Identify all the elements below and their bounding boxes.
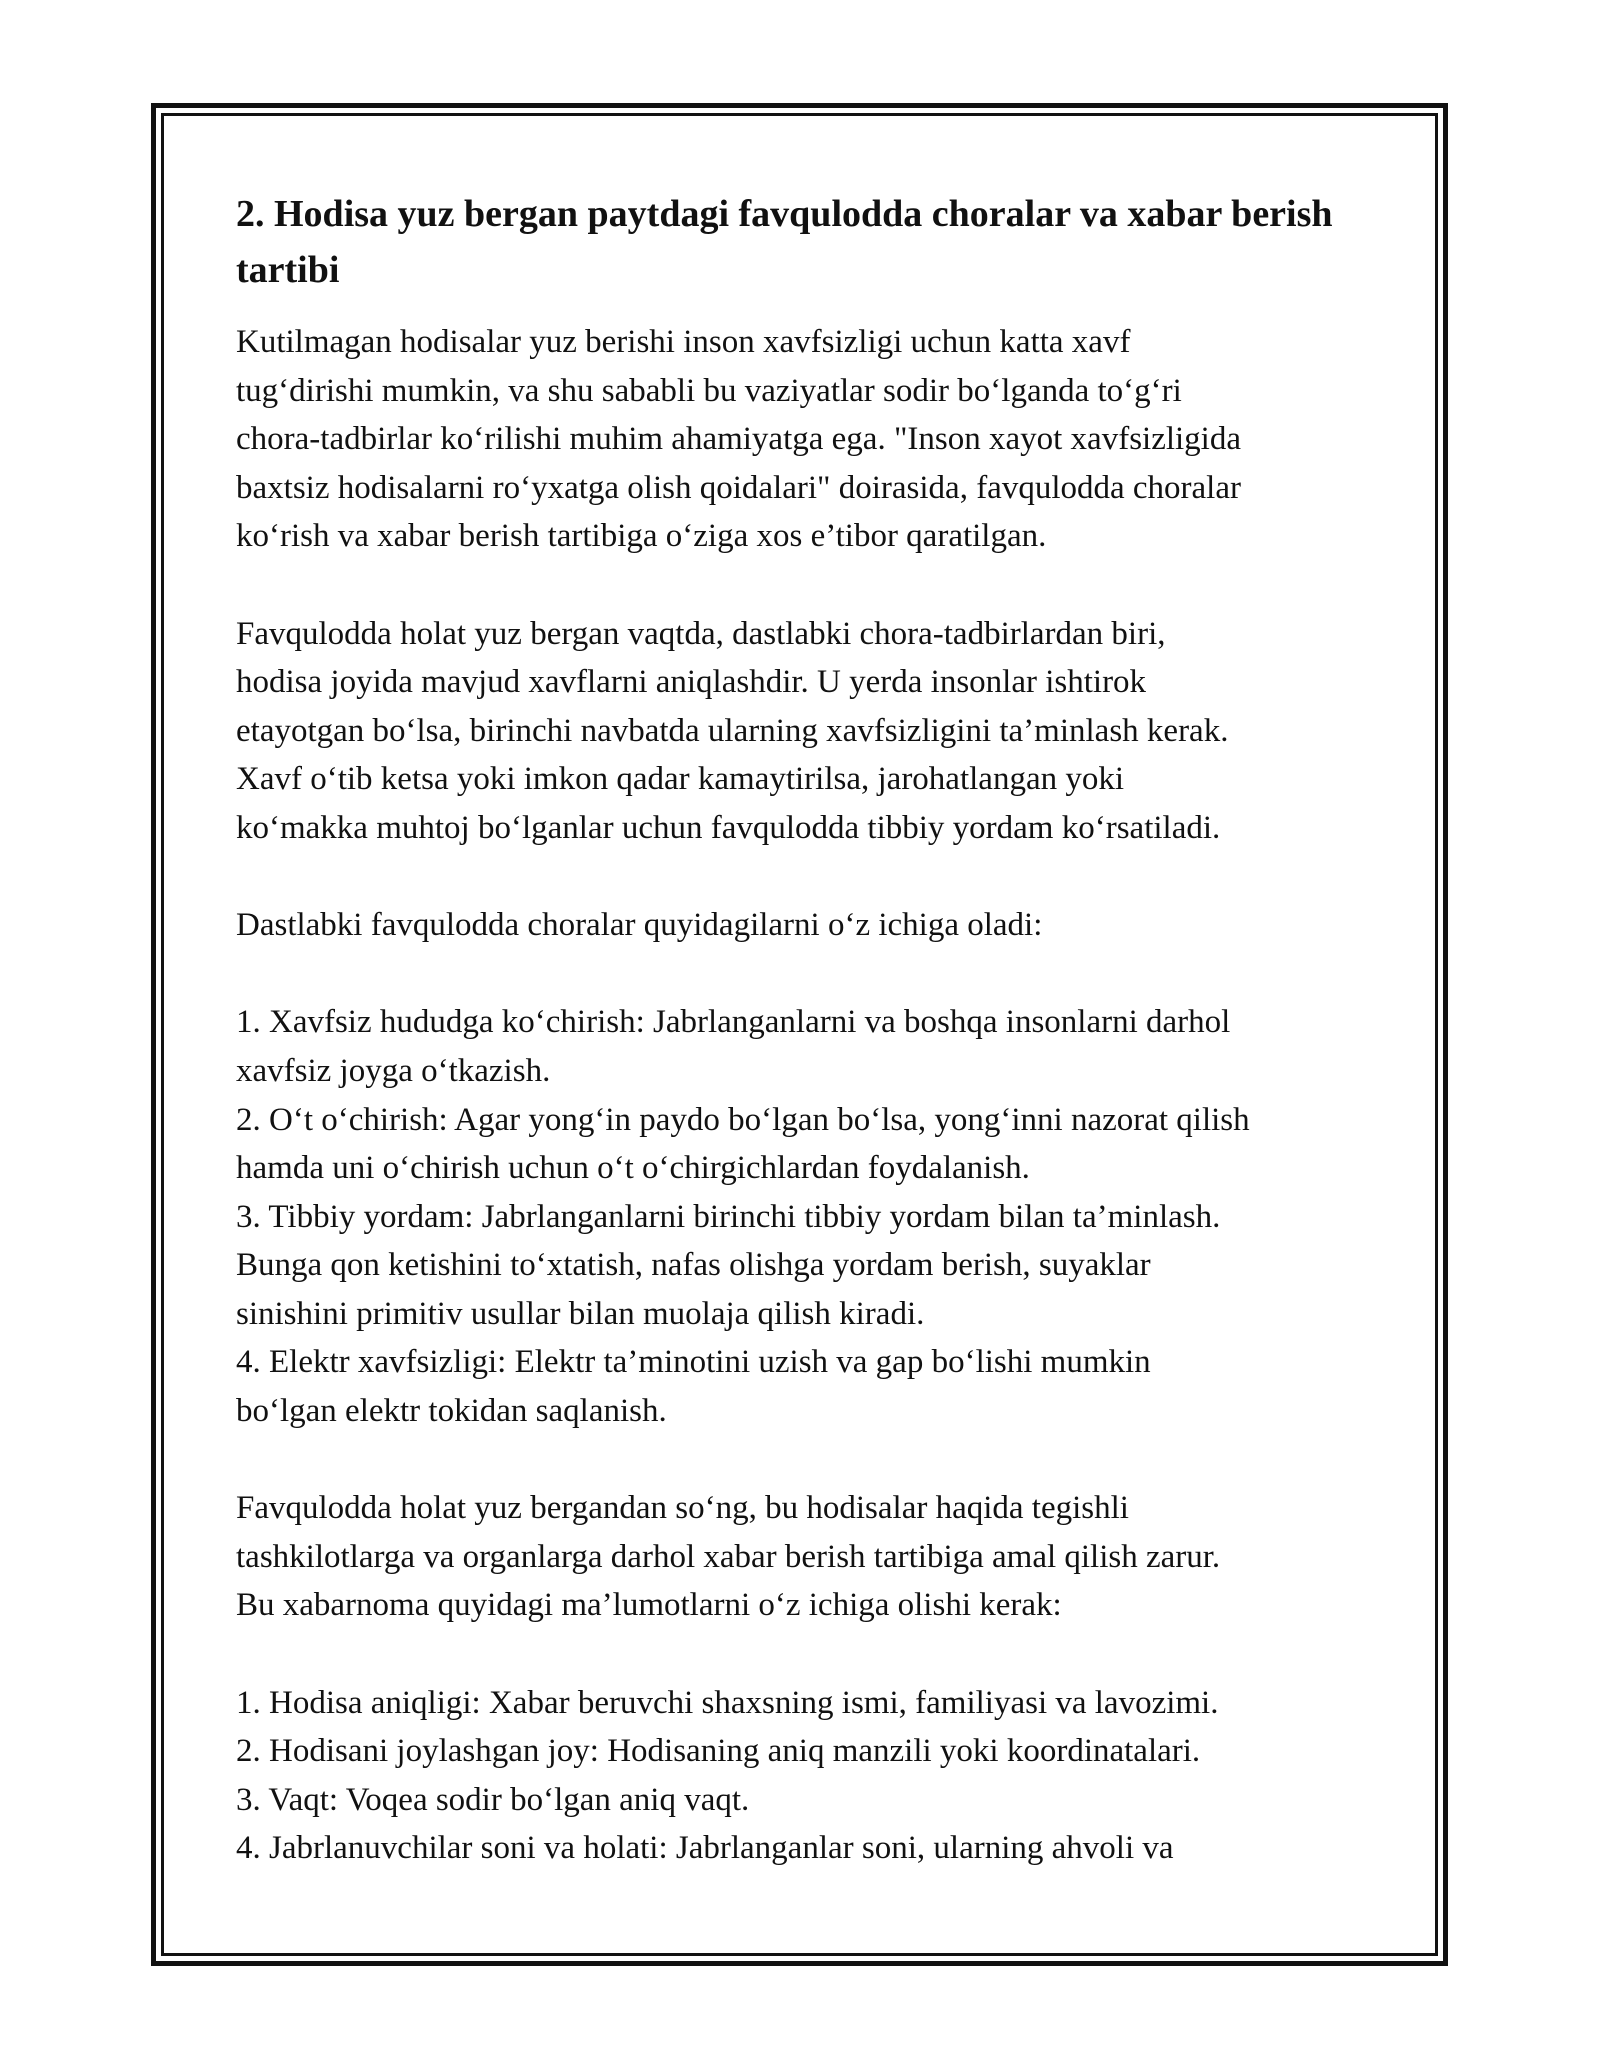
text-line: hamda uni o‘chirish uchun o‘t o‘chirgichlardan foydalanish. bbox=[236, 1150, 1030, 1187]
text-line: bo‘lgan elektr tokidan saqlanish. bbox=[236, 1393, 667, 1430]
section-heading: 2. Hodisa yuz bergan paytdagi favqulodda choralar va xabar berish tartibi bbox=[236, 193, 1333, 291]
text-line: chora-tadbirlar ko‘rilishi muhim ahamiyatga ega. "Inson xayot xavfsizligida bbox=[236, 421, 1242, 458]
text-line: Favqulodda holat yuz bergandan so‘ng, bu hodisalar haqida tegishli bbox=[236, 1490, 1129, 1527]
text-line: etayotgan bo‘lsa, birinchi navbatda ularning xavfsizligini ta’minlash kerak. bbox=[236, 712, 1229, 749]
paragraph bbox=[236, 901, 1376, 950]
paragraph bbox=[236, 318, 1376, 561]
paragraph-gap bbox=[236, 1630, 1376, 1679]
text-line: ko‘makka muhtoj bo‘lganlar uchun favqulodda tibbiy yordam ko‘rsatiladi. bbox=[236, 809, 1221, 846]
text-line: Kutilmagan hodisalar yuz berishi inson xavfsizligi uchun katta xavf bbox=[236, 324, 1131, 360]
text-line: sinishini primitiv usullar bilan muolaja qilish kiradi. bbox=[236, 1295, 925, 1332]
text-line: 2. O‘t o‘chirish: Agar yong‘in paydo bo‘lgan bo‘lsa, yong‘inni nazorat qilish bbox=[236, 1101, 1250, 1138]
text-line: 3. Tibbiy yordam: Jabrlanganlarni birinchi tibbiy yordam bilan ta’minlash. bbox=[236, 1198, 1221, 1235]
text-line: Bunga qon ketishini to‘xtatish, nafas olishga yordam berish, suyaklar bbox=[236, 1247, 1151, 1284]
text-line: Bu xabarnoma quyidagi ma’lumotlarni o‘z ichiga olishi kerak: bbox=[236, 1587, 1062, 1624]
text-line: Favqulodda holat yuz bergan vaqtda, dastlabki chora-tadbirlardan biri, bbox=[236, 615, 1166, 652]
paragraph-gap bbox=[236, 1436, 1376, 1485]
paragraph-gap bbox=[236, 561, 1376, 610]
paragraph-gap bbox=[236, 950, 1376, 999]
paragraph bbox=[236, 1679, 1376, 1873]
text-line: hodisa joyida mavjud xavflarni aniqlashdir. U yerda insonlar ishtirok bbox=[236, 664, 1147, 701]
text-line: xavfsiz joyga o‘tkazish. bbox=[236, 1052, 551, 1089]
text-line: tashkilotlarga va organlarga darhol xabar berish tartibiga amal qilish zarur. bbox=[236, 1538, 1221, 1575]
paragraph bbox=[236, 1484, 1376, 1630]
document-content bbox=[236, 186, 1376, 1873]
text-line: 1. Xavfsiz hududga ko‘chirish: Jabrlanganlarni va boshqa insonlarni darhol bbox=[236, 1004, 1231, 1041]
paragraph bbox=[236, 610, 1376, 853]
text-line: 4. Elektr xavfsizligi: Elektr ta’minotini uzish va gap bo‘lishi mumkin bbox=[236, 1344, 1151, 1381]
text-line: Xavf o‘tib ketsa yoki imkon qadar kamaytirilsa, jarohatlangan yoki bbox=[236, 761, 1125, 798]
text-line: 1. Hodisa aniqligi: Xabar beruvchi shaxsning ismi, familiyasi va lavozimi. bbox=[236, 1684, 1219, 1721]
text-line: 2. Hodisani joylashgan joy: Hodisaning aniq manzili yoki koordinatalari. bbox=[236, 1733, 1201, 1770]
text-line: tug‘dirishi mumkin, va shu sababli bu vaziyatlar sodir bo‘lganda to‘g‘ri bbox=[236, 372, 1182, 409]
text-line: 3. Vaqt: Voqea sodir bo‘lgan aniq vaqt. bbox=[236, 1781, 750, 1818]
text-line: Dastlabki favqulodda choralar quyidagilarni o‘z ichiga oladi: bbox=[236, 907, 1043, 944]
text-line: baxtsiz hodisalarni ro‘yxatga olish qoidalari" doirasida, favqulodda choralar bbox=[236, 469, 1241, 506]
text-line: 4. Jabrlanuvchilar soni va holati: Jabrlanganlar soni, ularning ahvoli va bbox=[236, 1830, 1174, 1867]
document-body bbox=[236, 318, 1376, 1873]
text-line: ko‘rish va xabar berish tartibiga o‘ziga xos e’tibor qaratilgan. bbox=[236, 518, 1047, 555]
paragraph bbox=[236, 998, 1376, 1435]
paragraph-gap bbox=[236, 853, 1376, 902]
